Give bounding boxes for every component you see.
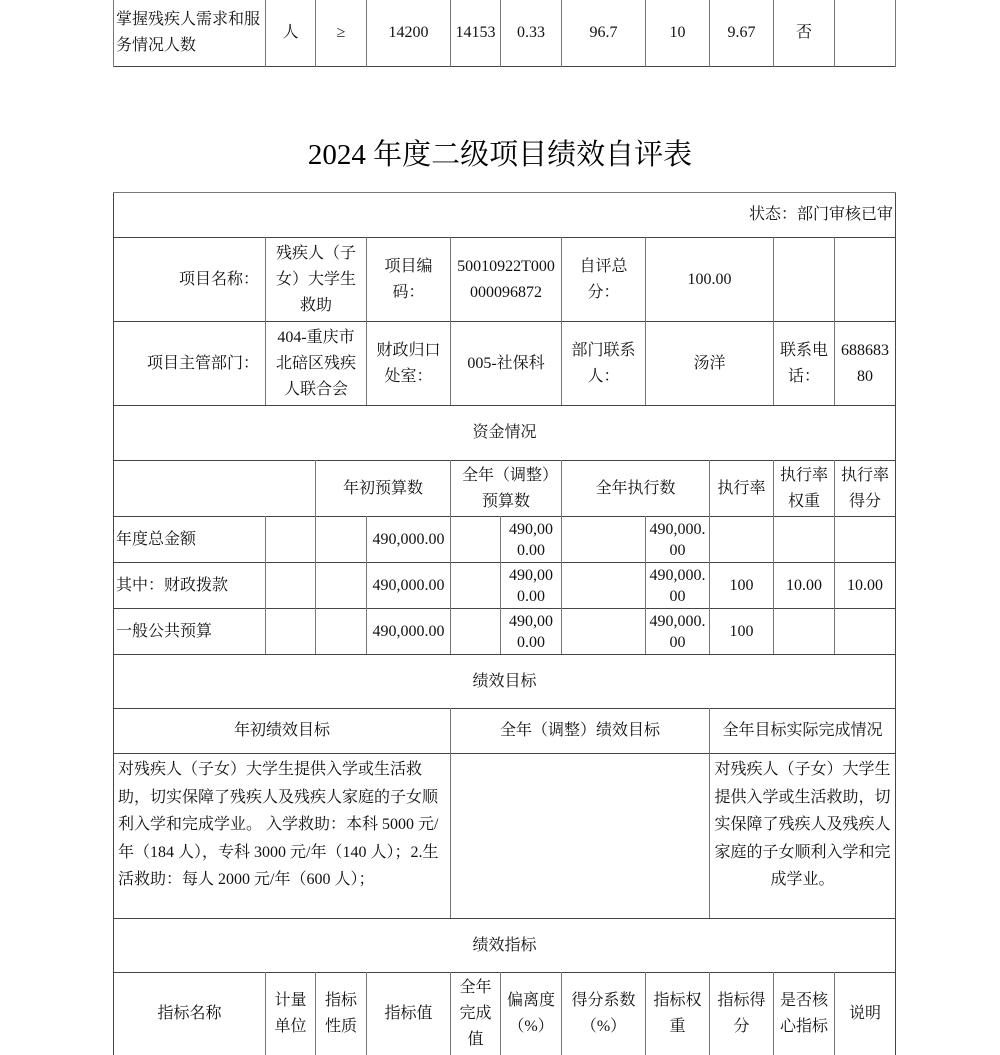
deviation-cell: 0.33 [517, 24, 545, 41]
remark-cell [835, 0, 895, 66]
page-title: 2024 年度二级项目绩效自评表 [307, 139, 693, 171]
funds-adjusted: 490,000.00 [509, 520, 553, 559]
core-indicator-cell: 否 [795, 24, 812, 41]
completed-value-cell: 14153 [455, 24, 496, 41]
project-code-label: 项目编码： [384, 257, 433, 301]
project-name-value: 残疾人（子女）大学生救助 [275, 244, 356, 314]
goals-initial-text: 对残疾人（子女）大学生提供入学或生活救助，切实保障了残疾人及残疾人家庭的子女顺利入学和完成学业。 入学救助：本科 5000 元/年（184 人），专科 3000 元/年（140 人）；2.生活救助：每人 2000 元/年（600 人）； [118, 761, 439, 888]
funds-row-label: 一般公共预算 [116, 622, 213, 640]
indicators-header-name: 指标名称 [157, 1005, 222, 1022]
funds-score: 10.00 [847, 576, 883, 594]
funds-header-rate: 执行率 [717, 479, 766, 497]
dept-value: 404-重庆市北碚区残疾人联合会 [275, 328, 356, 398]
project-name-label: 项目名称： [178, 270, 259, 288]
indicators-header-coefficient: 得分系数（%） [571, 992, 636, 1035]
funds-header-initial: 年初预算数 [342, 479, 423, 497]
goals-header-actual: 全年目标实际完成情况 [722, 722, 883, 739]
funds-section-title: 资金情况 [472, 424, 537, 441]
indicators-header-remark: 说明 [848, 1005, 881, 1022]
funds-executed: 490,000.00 [649, 566, 706, 605]
goals-adjusted-text [451, 756, 709, 916]
contact-value: 汤洋 [693, 354, 726, 372]
funds-executed: 490,000.00 [649, 520, 706, 559]
self-score-value: 100.00 [687, 270, 732, 288]
funds-row-label: 其中：财政拨款 [116, 576, 229, 594]
unit-cell: 人 [282, 24, 299, 41]
status-text: 状态：部门审核已审 [748, 206, 893, 223]
target-value-cell: 14200 [388, 24, 429, 41]
funds-initial: 490,000.00 [372, 576, 445, 594]
funds-score [835, 609, 895, 654]
indicators-header-core: 是否核心指标 [779, 992, 828, 1035]
funds-weight [774, 517, 834, 562]
nature-cell: ≥ [336, 24, 346, 41]
funds-rate: 100 [729, 622, 754, 640]
phone-value: 68868380 [841, 341, 889, 385]
goals-actual-text: 对残疾人（子女）大学生提供入学或生活救助，切实保障了残疾人及残疾人家庭的子女顺利入学和完成学业。 [714, 761, 891, 888]
goals-header-adjusted: 全年（调整）绩效目标 [499, 722, 660, 739]
funds-adjusted: 490,000.00 [509, 612, 553, 651]
project-code-value: 50010922T000000096872 [457, 257, 555, 301]
self-score-label: 自评总分： [579, 257, 628, 301]
score-coefficient-cell: 96.7 [589, 24, 618, 41]
indicators-header-nature: 指标性质 [324, 992, 357, 1035]
indicators-header-value: 指标值 [384, 1005, 433, 1022]
phone-label: 联系电话： [779, 341, 828, 385]
indicators-header-completed: 全年完成值 [459, 979, 492, 1048]
funds-row-label: 年度总金额 [116, 530, 197, 548]
indicator-score-cell: 9.67 [727, 24, 756, 41]
funds-score [835, 517, 895, 562]
indicators-section-title: 绩效指标 [472, 936, 537, 954]
funds-initial: 490,000.00 [372, 622, 445, 640]
funds-header-executed: 全年执行数 [595, 479, 676, 497]
funds-header-score: 执行率得分 [840, 466, 889, 510]
indicators-header-weight: 指标权重 [653, 992, 702, 1035]
funds-adjusted: 490,000.00 [509, 566, 553, 605]
contact-label: 部门联系人： [571, 341, 636, 385]
goals-header-initial: 年初绩效目标 [233, 722, 330, 739]
indicators-header-unit: 计量单位 [274, 992, 307, 1035]
funds-rate: 100 [729, 576, 754, 594]
funds-header-weight: 执行率权重 [779, 466, 828, 510]
goals-section-title: 绩效目标 [472, 672, 537, 690]
dept-label: 项目主管部门： [146, 354, 259, 372]
indicators-header-deviation: 偏离度（%） [506, 992, 555, 1035]
funds-executed: 490,000.00 [649, 612, 706, 651]
finance-office-label: 财政归口处室： [376, 341, 441, 385]
indicators-header-score: 指标得分 [717, 992, 766, 1035]
funds-header-adjusted: 全年（调整）预算数 [461, 466, 550, 510]
funds-initial: 490,000.00 [372, 530, 445, 548]
weight-cell: 10 [669, 24, 686, 41]
funds-weight: 10.00 [786, 576, 822, 594]
finance-office-value: 005-社保科 [467, 354, 545, 372]
indicator-name-cell: 掌握残疾人需求和服务情况人数 [116, 11, 261, 54]
funds-rate [710, 517, 773, 562]
funds-weight [774, 609, 834, 654]
